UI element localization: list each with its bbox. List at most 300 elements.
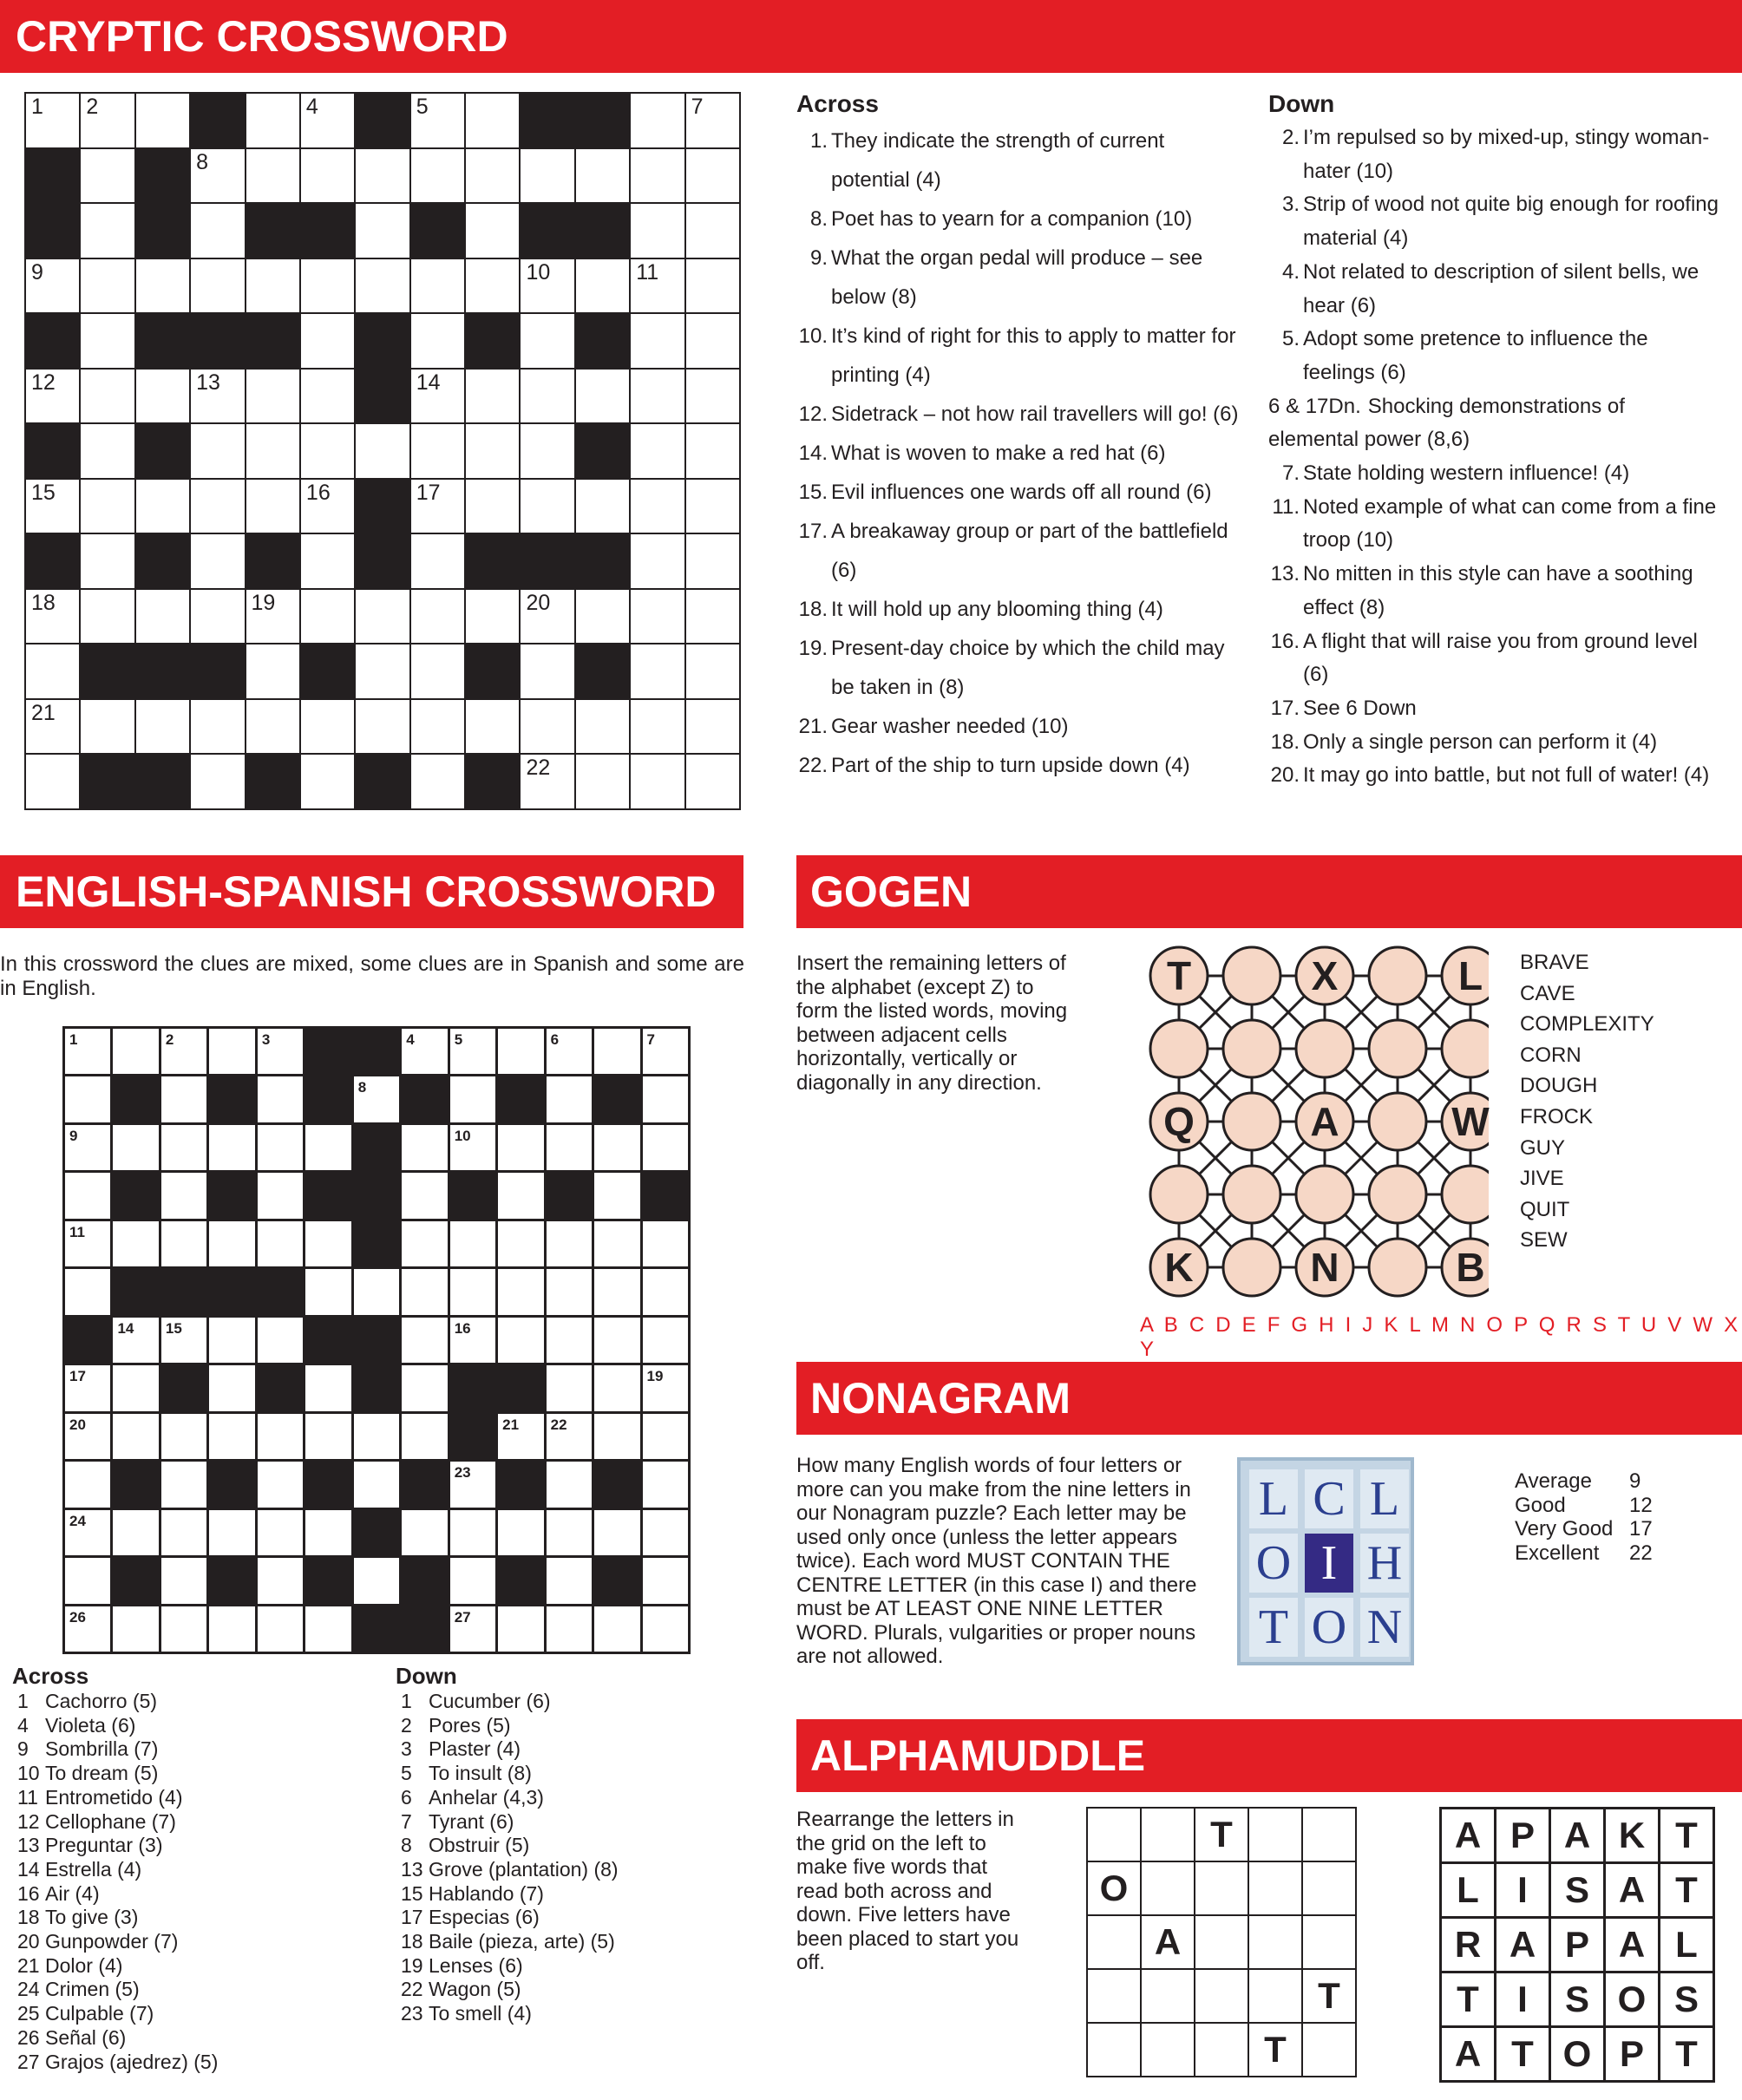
answer-cell[interactable] xyxy=(498,1269,543,1314)
letter-cell[interactable]: P xyxy=(1496,1809,1549,1861)
gogen-cell[interactable] xyxy=(1369,1093,1426,1150)
answer-cell[interactable] xyxy=(258,1558,303,1603)
answer-cell[interactable] xyxy=(258,1606,303,1652)
answer-cell[interactable] xyxy=(81,314,134,368)
answer-cell[interactable] xyxy=(191,259,244,313)
answer-cell[interactable] xyxy=(113,1029,158,1074)
gogen-cell[interactable] xyxy=(1223,1166,1280,1223)
answer-cell[interactable] xyxy=(258,1462,303,1507)
gogen-cell[interactable] xyxy=(1369,1020,1426,1077)
answer-cell[interactable] xyxy=(81,259,134,313)
gogen-cell[interactable] xyxy=(1369,947,1426,1004)
answer-cell[interactable] xyxy=(301,480,354,533)
answer-cell[interactable] xyxy=(411,700,464,754)
answer-cell[interactable] xyxy=(246,644,299,698)
gogen-cell[interactable] xyxy=(1369,1166,1426,1223)
letter-cell[interactable]: S xyxy=(1660,1973,1713,2025)
answer-cell[interactable] xyxy=(521,590,573,644)
answer-cell[interactable] xyxy=(631,700,684,754)
answer-cell[interactable] xyxy=(466,590,519,644)
answer-cell[interactable] xyxy=(643,1269,688,1314)
letter-cell[interactable]: T xyxy=(1496,2028,1549,2080)
answer-cell[interactable] xyxy=(547,1365,592,1410)
empty-cell[interactable] xyxy=(1303,1809,1355,1861)
answer-cell[interactable] xyxy=(258,1173,303,1218)
answer-cell[interactable] xyxy=(305,1414,350,1459)
answer-cell[interactable] xyxy=(65,1558,110,1603)
answer-cell[interactable] xyxy=(161,1173,206,1218)
answer-cell[interactable] xyxy=(631,755,684,808)
answer-cell[interactable] xyxy=(113,1606,158,1652)
answer-cell[interactable] xyxy=(113,1221,158,1266)
answer-cell[interactable] xyxy=(81,204,134,258)
answer-cell[interactable] xyxy=(26,700,79,754)
answer-cell[interactable] xyxy=(643,1414,688,1459)
letter-cell[interactable]: T xyxy=(1660,2028,1713,2080)
answer-cell[interactable] xyxy=(411,424,464,478)
letter-cell[interactable]: T xyxy=(1249,2024,1301,2076)
answer-cell[interactable] xyxy=(65,1173,110,1218)
answer-cell[interactable] xyxy=(81,149,134,203)
answer-cell[interactable] xyxy=(547,1462,592,1507)
answer-cell[interactable] xyxy=(26,480,79,533)
answer-cell[interactable] xyxy=(594,1173,639,1218)
answer-cell[interactable] xyxy=(161,1318,206,1363)
answer-cell[interactable] xyxy=(643,1318,688,1363)
empty-cell[interactable] xyxy=(1249,1809,1301,1861)
answer-cell[interactable] xyxy=(594,1365,639,1410)
answer-cell[interactable] xyxy=(686,534,739,588)
answer-cell[interactable] xyxy=(81,480,134,533)
answer-cell[interactable] xyxy=(136,94,189,147)
answer-cell[interactable] xyxy=(498,1318,543,1363)
answer-cell[interactable] xyxy=(547,1221,592,1266)
answer-cell[interactable] xyxy=(521,700,573,754)
answer-cell[interactable] xyxy=(136,590,189,644)
answer-cell[interactable] xyxy=(356,259,409,313)
answer-cell[interactable] xyxy=(411,480,464,533)
letter-cell[interactable]: S xyxy=(1551,1864,1603,1916)
answer-cell[interactable] xyxy=(258,1076,303,1122)
letter-cell[interactable]: T xyxy=(1660,1809,1713,1861)
answer-cell[interactable] xyxy=(191,534,244,588)
letter-cell[interactable]: S xyxy=(1551,1973,1603,2025)
answer-cell[interactable] xyxy=(402,1029,447,1074)
answer-cell[interactable] xyxy=(594,1029,639,1074)
empty-cell[interactable] xyxy=(1195,2024,1248,2076)
answer-cell[interactable] xyxy=(466,94,519,147)
answer-cell[interactable] xyxy=(631,644,684,698)
empty-cell[interactable] xyxy=(1142,1970,1194,2022)
answer-cell[interactable] xyxy=(301,590,354,644)
letter-cell[interactable]: L xyxy=(1660,1919,1713,1971)
answer-cell[interactable] xyxy=(305,1125,350,1170)
answer-cell[interactable] xyxy=(450,1029,495,1074)
answer-cell[interactable] xyxy=(191,700,244,754)
answer-cell[interactable] xyxy=(65,1510,110,1555)
answer-cell[interactable] xyxy=(113,1125,158,1170)
empty-cell[interactable] xyxy=(1088,2024,1140,2076)
answer-cell[interactable] xyxy=(498,1173,543,1218)
answer-cell[interactable] xyxy=(594,1269,639,1314)
answer-cell[interactable] xyxy=(246,259,299,313)
answer-cell[interactable] xyxy=(209,1029,254,1074)
letter-cell[interactable]: R xyxy=(1442,1919,1494,1971)
answer-cell[interactable] xyxy=(354,1414,399,1459)
answer-cell[interactable] xyxy=(136,259,189,313)
answer-cell[interactable] xyxy=(26,94,79,147)
answer-cell[interactable] xyxy=(466,700,519,754)
letter-cell[interactable]: A xyxy=(1496,1919,1549,1971)
answer-cell[interactable] xyxy=(65,1076,110,1122)
answer-cell[interactable] xyxy=(209,1510,254,1555)
answer-cell[interactable] xyxy=(246,700,299,754)
answer-cell[interactable] xyxy=(631,259,684,313)
answer-cell[interactable] xyxy=(305,1510,350,1555)
answer-cell[interactable] xyxy=(521,755,573,808)
answer-cell[interactable] xyxy=(521,644,573,698)
answer-cell[interactable] xyxy=(450,1510,495,1555)
answer-cell[interactable] xyxy=(258,1029,303,1074)
empty-cell[interactable] xyxy=(1195,1916,1248,1968)
answer-cell[interactable] xyxy=(450,1318,495,1363)
answer-cell[interactable] xyxy=(354,1462,399,1507)
answer-cell[interactable] xyxy=(411,755,464,808)
empty-cell[interactable] xyxy=(1088,1916,1140,1968)
letter-cell[interactable]: O xyxy=(1606,1973,1658,2025)
letter-cell[interactable]: A xyxy=(1606,1919,1658,1971)
gogen-cell[interactable] xyxy=(1369,1239,1426,1296)
letter-cell[interactable]: A xyxy=(1551,1809,1603,1861)
letter-cell[interactable]: A xyxy=(1142,1916,1194,1968)
empty-cell[interactable] xyxy=(1195,1970,1248,2022)
answer-cell[interactable] xyxy=(209,1125,254,1170)
answer-cell[interactable] xyxy=(354,1076,399,1122)
letter-cell[interactable]: A xyxy=(1606,1864,1658,1916)
letter-cell[interactable]: A xyxy=(1442,2028,1494,2080)
answer-cell[interactable] xyxy=(356,590,409,644)
answer-cell[interactable] xyxy=(161,1125,206,1170)
gogen-cell[interactable] xyxy=(1442,1020,1489,1077)
answer-cell[interactable] xyxy=(161,1414,206,1459)
answer-cell[interactable] xyxy=(113,1510,158,1555)
answer-cell[interactable] xyxy=(402,1510,447,1555)
answer-cell[interactable] xyxy=(576,149,629,203)
answer-cell[interactable] xyxy=(161,1462,206,1507)
answer-cell[interactable] xyxy=(191,590,244,644)
answer-cell[interactable] xyxy=(113,1414,158,1459)
answer-cell[interactable] xyxy=(356,204,409,258)
answer-cell[interactable] xyxy=(521,370,573,423)
answer-cell[interactable] xyxy=(576,755,629,808)
answer-cell[interactable] xyxy=(136,480,189,533)
answer-cell[interactable] xyxy=(686,755,739,808)
answer-cell[interactable] xyxy=(65,1414,110,1459)
answer-cell[interactable] xyxy=(576,700,629,754)
answer-cell[interactable] xyxy=(594,1510,639,1555)
answer-cell[interactable] xyxy=(686,149,739,203)
letter-cell[interactable]: K xyxy=(1606,1809,1658,1861)
answer-cell[interactable] xyxy=(466,204,519,258)
answer-cell[interactable] xyxy=(246,370,299,423)
answer-cell[interactable] xyxy=(354,1558,399,1603)
answer-cell[interactable] xyxy=(643,1365,688,1410)
answer-cell[interactable] xyxy=(356,644,409,698)
answer-cell[interactable] xyxy=(161,1029,206,1074)
gogen-cell[interactable] xyxy=(1150,1020,1208,1077)
answer-cell[interactable] xyxy=(81,424,134,478)
answer-cell[interactable] xyxy=(450,1269,495,1314)
answer-cell[interactable] xyxy=(136,700,189,754)
answer-cell[interactable] xyxy=(26,755,79,808)
answer-cell[interactable] xyxy=(258,1125,303,1170)
answer-cell[interactable] xyxy=(594,1414,639,1459)
answer-cell[interactable] xyxy=(246,424,299,478)
answer-cell[interactable] xyxy=(301,314,354,368)
answer-cell[interactable] xyxy=(65,1029,110,1074)
letter-cell[interactable]: I xyxy=(1496,1973,1549,2025)
answer-cell[interactable] xyxy=(191,480,244,533)
answer-cell[interactable] xyxy=(113,1318,158,1363)
answer-cell[interactable] xyxy=(521,480,573,533)
answer-cell[interactable] xyxy=(686,94,739,147)
answer-cell[interactable] xyxy=(686,314,739,368)
answer-cell[interactable] xyxy=(411,94,464,147)
answer-cell[interactable] xyxy=(594,1221,639,1266)
answer-cell[interactable] xyxy=(643,1606,688,1652)
answer-cell[interactable] xyxy=(65,1221,110,1266)
answer-cell[interactable] xyxy=(466,424,519,478)
answer-cell[interactable] xyxy=(246,480,299,533)
answer-cell[interactable] xyxy=(498,1029,543,1074)
answer-cell[interactable] xyxy=(686,370,739,423)
answer-cell[interactable] xyxy=(209,1365,254,1410)
letter-cell[interactable]: P xyxy=(1551,1919,1603,1971)
answer-cell[interactable] xyxy=(643,1029,688,1074)
letter-cell[interactable]: P xyxy=(1606,2028,1658,2080)
answer-cell[interactable] xyxy=(498,1606,543,1652)
answer-cell[interactable] xyxy=(521,259,573,313)
answer-cell[interactable] xyxy=(81,370,134,423)
answer-cell[interactable] xyxy=(191,755,244,808)
empty-cell[interactable] xyxy=(1303,2024,1355,2076)
answer-cell[interactable] xyxy=(191,149,244,203)
answer-cell[interactable] xyxy=(686,590,739,644)
answer-cell[interactable] xyxy=(301,700,354,754)
answer-cell[interactable] xyxy=(301,534,354,588)
answer-cell[interactable] xyxy=(161,1558,206,1603)
answer-cell[interactable] xyxy=(594,1606,639,1652)
answer-cell[interactable] xyxy=(258,1318,303,1363)
answer-cell[interactable] xyxy=(450,1606,495,1652)
answer-cell[interactable] xyxy=(402,1269,447,1314)
answer-cell[interactable] xyxy=(209,1606,254,1652)
answer-cell[interactable] xyxy=(547,1269,592,1314)
answer-cell[interactable] xyxy=(354,1269,399,1314)
answer-cell[interactable] xyxy=(576,480,629,533)
answer-cell[interactable] xyxy=(547,1414,592,1459)
empty-cell[interactable] xyxy=(1249,1862,1301,1914)
gogen-cell[interactable] xyxy=(1223,947,1280,1004)
gogen-cell[interactable] xyxy=(1296,1020,1353,1077)
answer-cell[interactable] xyxy=(305,1221,350,1266)
answer-cell[interactable] xyxy=(643,1125,688,1170)
answer-cell[interactable] xyxy=(258,1414,303,1459)
answer-cell[interactable] xyxy=(246,94,299,147)
answer-cell[interactable] xyxy=(631,149,684,203)
answer-cell[interactable] xyxy=(305,1365,350,1410)
answer-cell[interactable] xyxy=(65,1269,110,1314)
answer-cell[interactable] xyxy=(356,424,409,478)
answer-cell[interactable] xyxy=(547,1125,592,1170)
letter-cell[interactable]: I xyxy=(1496,1864,1549,1916)
answer-cell[interactable] xyxy=(466,480,519,533)
answer-cell[interactable] xyxy=(209,1414,254,1459)
answer-cell[interactable] xyxy=(258,1510,303,1555)
letter-cell[interactable]: T xyxy=(1195,1809,1248,1861)
letter-cell[interactable]: T xyxy=(1303,1970,1355,2022)
answer-cell[interactable] xyxy=(402,1414,447,1459)
empty-cell[interactable] xyxy=(1142,1809,1194,1861)
answer-cell[interactable] xyxy=(356,700,409,754)
answer-cell[interactable] xyxy=(26,644,79,698)
answer-cell[interactable] xyxy=(466,370,519,423)
answer-cell[interactable] xyxy=(411,534,464,588)
answer-cell[interactable] xyxy=(81,94,134,147)
answer-cell[interactable] xyxy=(161,1606,206,1652)
answer-cell[interactable] xyxy=(161,1510,206,1555)
answer-cell[interactable] xyxy=(547,1558,592,1603)
answer-cell[interactable] xyxy=(643,1462,688,1507)
answer-cell[interactable] xyxy=(631,314,684,368)
answer-cell[interactable] xyxy=(26,370,79,423)
letter-cell[interactable]: T xyxy=(1442,1973,1494,2025)
answer-cell[interactable] xyxy=(65,1125,110,1170)
answer-cell[interactable] xyxy=(576,590,629,644)
letter-cell[interactable]: A xyxy=(1442,1809,1494,1861)
answer-cell[interactable] xyxy=(631,204,684,258)
answer-cell[interactable] xyxy=(576,370,629,423)
empty-cell[interactable] xyxy=(1088,1809,1140,1861)
empty-cell[interactable] xyxy=(1303,1862,1355,1914)
answer-cell[interactable] xyxy=(246,590,299,644)
answer-cell[interactable] xyxy=(631,370,684,423)
answer-cell[interactable] xyxy=(498,1125,543,1170)
answer-cell[interactable] xyxy=(686,204,739,258)
answer-cell[interactable] xyxy=(65,1606,110,1652)
answer-cell[interactable] xyxy=(258,1221,303,1266)
answer-cell[interactable] xyxy=(547,1510,592,1555)
answer-cell[interactable] xyxy=(643,1510,688,1555)
answer-cell[interactable] xyxy=(547,1076,592,1122)
answer-cell[interactable] xyxy=(81,700,134,754)
answer-cell[interactable] xyxy=(301,259,354,313)
answer-cell[interactable] xyxy=(450,1558,495,1603)
answer-cell[interactable] xyxy=(498,1221,543,1266)
answer-cell[interactable] xyxy=(686,259,739,313)
answer-cell[interactable] xyxy=(594,1318,639,1363)
answer-cell[interactable] xyxy=(81,590,134,644)
gogen-cell[interactable] xyxy=(1442,1166,1489,1223)
answer-cell[interactable] xyxy=(301,94,354,147)
answer-cell[interactable] xyxy=(643,1076,688,1122)
answer-cell[interactable] xyxy=(402,1125,447,1170)
answer-cell[interactable] xyxy=(65,1462,110,1507)
empty-cell[interactable] xyxy=(1249,1916,1301,1968)
answer-cell[interactable] xyxy=(65,1365,110,1410)
answer-cell[interactable] xyxy=(26,590,79,644)
answer-cell[interactable] xyxy=(631,534,684,588)
answer-cell[interactable] xyxy=(209,1221,254,1266)
answer-cell[interactable] xyxy=(411,590,464,644)
answer-cell[interactable] xyxy=(301,755,354,808)
answer-cell[interactable] xyxy=(521,149,573,203)
answer-cell[interactable] xyxy=(521,424,573,478)
answer-cell[interactable] xyxy=(411,644,464,698)
answer-cell[interactable] xyxy=(402,1365,447,1410)
gogen-cell[interactable] xyxy=(1296,1166,1353,1223)
answer-cell[interactable] xyxy=(411,149,464,203)
answer-cell[interactable] xyxy=(631,590,684,644)
answer-cell[interactable] xyxy=(466,259,519,313)
answer-cell[interactable] xyxy=(402,1173,447,1218)
answer-cell[interactable] xyxy=(411,314,464,368)
answer-cell[interactable] xyxy=(547,1318,592,1363)
answer-cell[interactable] xyxy=(161,1221,206,1266)
answer-cell[interactable] xyxy=(411,259,464,313)
answer-cell[interactable] xyxy=(411,370,464,423)
answer-cell[interactable] xyxy=(466,149,519,203)
answer-cell[interactable] xyxy=(631,424,684,478)
gogen-cell[interactable] xyxy=(1223,1239,1280,1296)
empty-cell[interactable] xyxy=(1142,2024,1194,2076)
letter-cell[interactable]: O xyxy=(1088,1862,1140,1914)
answer-cell[interactable] xyxy=(547,1606,592,1652)
answer-cell[interactable] xyxy=(113,1365,158,1410)
empty-cell[interactable] xyxy=(1088,1970,1140,2022)
answer-cell[interactable] xyxy=(631,480,684,533)
answer-cell[interactable] xyxy=(161,1076,206,1122)
answer-cell[interactable] xyxy=(301,370,354,423)
answer-cell[interactable] xyxy=(26,259,79,313)
answer-cell[interactable] xyxy=(498,1414,543,1459)
answer-cell[interactable] xyxy=(450,1076,495,1122)
letter-cell[interactable]: T xyxy=(1660,1864,1713,1916)
gogen-cell[interactable] xyxy=(1223,1020,1280,1077)
empty-cell[interactable] xyxy=(1249,1970,1301,2022)
answer-cell[interactable] xyxy=(686,700,739,754)
answer-cell[interactable] xyxy=(450,1221,495,1266)
gogen-cell[interactable] xyxy=(1223,1093,1280,1150)
answer-cell[interactable] xyxy=(576,259,629,313)
letter-cell[interactable]: L xyxy=(1442,1864,1494,1916)
answer-cell[interactable] xyxy=(301,149,354,203)
answer-cell[interactable] xyxy=(301,424,354,478)
answer-cell[interactable] xyxy=(305,1606,350,1652)
answer-cell[interactable] xyxy=(356,149,409,203)
answer-cell[interactable] xyxy=(521,314,573,368)
letter-cell[interactable]: O xyxy=(1551,2028,1603,2080)
answer-cell[interactable] xyxy=(631,94,684,147)
answer-cell[interactable] xyxy=(209,1318,254,1363)
answer-cell[interactable] xyxy=(191,204,244,258)
answer-cell[interactable] xyxy=(191,370,244,423)
answer-cell[interactable] xyxy=(686,424,739,478)
answer-cell[interactable] xyxy=(246,149,299,203)
empty-cell[interactable] xyxy=(1195,1862,1248,1914)
gogen-cell[interactable] xyxy=(1150,1166,1208,1223)
answer-cell[interactable] xyxy=(450,1125,495,1170)
